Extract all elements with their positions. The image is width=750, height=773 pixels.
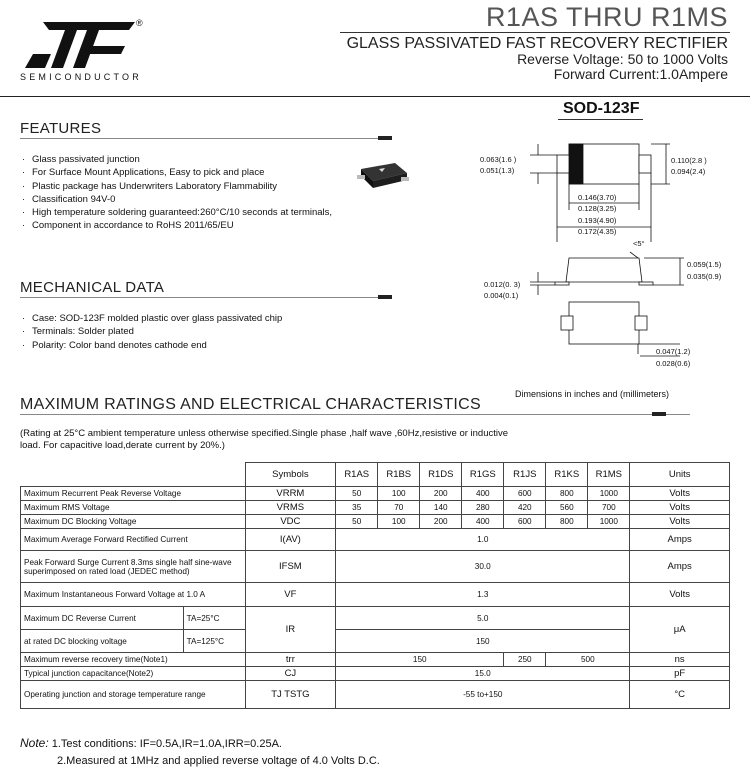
row-unit: Volts <box>630 487 730 501</box>
cell: 280 <box>462 501 504 515</box>
cell: 50 <box>336 487 378 501</box>
row-condition: TA=125°C <box>183 630 245 653</box>
mechanical-rule <box>20 297 392 298</box>
rating-conditions-line1: (Rating at 25°C ambient temperature unless otherwise specified.Single phase ,half wave ,60Hz,resistive or inductive <box>20 428 509 439</box>
cell: 50 <box>336 515 378 529</box>
row-label: Maximum Recurrent Peak Reverse Voltage <box>21 487 246 501</box>
cell: -55 to+150 <box>336 681 630 709</box>
cell: 500 <box>546 653 630 667</box>
feature-item: · Component in accordance to RoHS 2011/65/EU <box>20 219 332 232</box>
dim-7b: 0.028(0.6) <box>656 359 691 368</box>
features-rule <box>20 138 392 139</box>
cell: 800 <box>546 487 588 501</box>
row-label: at rated DC blocking voltage <box>21 630 184 653</box>
table-header: R1JS <box>504 463 546 487</box>
row-symbol: IFSM <box>245 551 336 583</box>
row-condition: TA=25°C <box>183 607 245 630</box>
table-row <box>21 501 730 515</box>
dim-6b: 0.004(0.1) <box>484 291 519 300</box>
row-symbol: TJ TSTG <box>245 681 336 709</box>
row-unit: Amps <box>630 551 730 583</box>
row-unit: ns <box>630 653 730 667</box>
table-header: R1GS <box>462 463 504 487</box>
note-1: 1.Test conditions: IF=0.5A,IR=1.0A,IRR=0.25A. <box>51 738 282 750</box>
table-row <box>21 667 730 681</box>
cell: 250 <box>504 653 546 667</box>
cell: 200 <box>420 515 462 529</box>
dim-3a: 0.146(3.70) <box>578 193 617 202</box>
cell: 560 <box>546 501 588 515</box>
table-row <box>21 551 730 583</box>
cell: 5.0 <box>336 607 630 630</box>
table-header-row <box>21 463 730 487</box>
package-underline <box>558 119 643 120</box>
table-row <box>21 607 730 630</box>
row-symbol: I(AV) <box>245 529 336 551</box>
table-row <box>21 681 730 709</box>
mechanical-list <box>20 312 282 352</box>
part-title: R1AS THRU R1MS <box>485 2 728 32</box>
row-symbol: VDC <box>245 515 336 529</box>
table-header: R1MS <box>588 463 630 487</box>
cell: 600 <box>504 515 546 529</box>
row-label: Peak Forward Surge Current 8.3ms single half sine-wave superimposed on rated load (JEDEC method) <box>21 551 246 583</box>
mechanical-item: · Polarity: Color band denotes cathode end <box>20 339 282 352</box>
cell: 35 <box>336 501 378 515</box>
row-symbol: VF <box>245 583 336 607</box>
cell: 15.0 <box>336 667 630 681</box>
table-corner <box>21 463 246 487</box>
table-row <box>21 529 730 551</box>
ratings-rule-mark <box>652 412 666 416</box>
cell: 420 <box>504 501 546 515</box>
cell: 400 <box>462 487 504 501</box>
row-label: Maximum Average Forward Rectified Current <box>21 529 246 551</box>
cell: 400 <box>462 515 504 529</box>
registered-mark: ® <box>136 18 143 28</box>
row-label: Typical junction capacitance(Note2) <box>21 667 246 681</box>
cell: 1000 <box>588 515 630 529</box>
cell: 150 <box>336 630 630 653</box>
table-header: R1DS <box>420 463 462 487</box>
cell: 700 <box>588 501 630 515</box>
package-name: SOD-123F <box>563 100 640 117</box>
cell: 150 <box>336 653 504 667</box>
dim-1a: 0.063(1.6 ) <box>480 155 517 164</box>
cell: 1000 <box>588 487 630 501</box>
table-row <box>21 653 730 667</box>
ratings-table <box>20 462 730 709</box>
row-label: Maximum DC Reverse Current <box>21 607 184 630</box>
row-unit: μA <box>630 607 730 653</box>
dim-angle: <5° <box>633 239 645 248</box>
cell: 30.0 <box>336 551 630 583</box>
table-header: Units <box>630 463 730 487</box>
cell: 1.3 <box>336 583 630 607</box>
package-outline-drawing <box>470 130 740 375</box>
rating-conditions <box>20 428 620 452</box>
note-label: Note: <box>20 736 49 750</box>
row-unit: °C <box>630 681 730 709</box>
package-photo <box>355 161 411 191</box>
row-unit: Volts <box>630 501 730 515</box>
header-divider <box>0 96 750 97</box>
table-row <box>21 630 730 653</box>
table-header: R1KS <box>546 463 588 487</box>
row-symbol: CJ <box>245 667 336 681</box>
table-row <box>21 515 730 529</box>
row-label: Maximum Instantaneous Forward Voltage at 1.0 A <box>21 583 246 607</box>
cell: 100 <box>378 487 420 501</box>
dim-4a: 0.193(4.90) <box>578 216 617 225</box>
cell: 600 <box>504 487 546 501</box>
dim-7a: 0.047(1.2) <box>656 347 691 356</box>
title-rule <box>340 32 730 33</box>
table-header: R1BS <box>378 463 420 487</box>
row-symbol: VRRM <box>245 487 336 501</box>
row-label: Operating junction and storage temperature range <box>21 681 246 709</box>
cell: 140 <box>420 501 462 515</box>
row-unit: Amps <box>630 529 730 551</box>
row-unit: Volts <box>630 583 730 607</box>
ratings-rule <box>20 414 690 415</box>
row-label: Maximum reverse recovery time(Note1) <box>21 653 246 667</box>
feature-item: · For Surface Mount Applications, Easy to pick and place <box>20 166 332 179</box>
reverse-voltage: Reverse Voltage: 50 to 1000 Volts <box>517 51 728 67</box>
feature-item: · Classification 94V-0 <box>20 193 332 206</box>
cell: 70 <box>378 501 420 515</box>
note-2: 2.Measured at 1MHz and applied reverse voltage of 4.0 Volts D.C. <box>57 755 380 767</box>
row-symbol: trr <box>245 653 336 667</box>
cell: 800 <box>546 515 588 529</box>
table-header: Symbols <box>245 463 336 487</box>
ratings-title: MAXIMUM RATINGS AND ELECTRICAL CHARACTERISTICS <box>20 396 481 413</box>
dim-1b: 0.051(1.3) <box>480 166 515 175</box>
row-unit: pF <box>630 667 730 681</box>
row-symbol: VRMS <box>245 501 336 515</box>
cell: 100 <box>378 515 420 529</box>
mechanical-item: · Case: SOD-123F molded plastic over glass passivated chip <box>20 312 282 325</box>
mechanical-rule-mark <box>378 295 392 299</box>
mechanical-title: MECHANICAL DATA <box>20 279 165 296</box>
rating-conditions-line2: load. For capacitive load,derate current by 20%.) <box>20 440 225 451</box>
dim-2b: 0.094(2.4) <box>671 167 706 176</box>
feature-item: · Glass passivated junction <box>20 153 332 166</box>
features-title: FEATURES <box>20 120 102 137</box>
cell: 1.0 <box>336 529 630 551</box>
dim-3b: 0.128(3.25) <box>578 204 617 213</box>
dim-4b: 0.172(4.35) <box>578 227 617 236</box>
company-name: SEMICONDUCTOR <box>20 72 142 82</box>
table-header: R1AS <box>336 463 378 487</box>
cell: 200 <box>420 487 462 501</box>
mechanical-item: · Terminals: Solder plated <box>20 325 282 338</box>
row-label: Maximum RMS Voltage <box>21 501 246 515</box>
forward-current: Forward Current:1.0Ampere <box>553 66 728 82</box>
dim-5b: 0.035(0.9) <box>687 272 722 281</box>
company-logo <box>25 22 135 68</box>
product-subtitle: GLASS PASSIVATED FAST RECOVERY RECTIFIER <box>346 35 728 52</box>
table-row <box>21 583 730 607</box>
row-symbol: IR <box>245 607 336 653</box>
dim-2a: 0.110(2.8 ) <box>671 156 707 165</box>
features-rule-mark <box>378 136 392 140</box>
row-label: Maximum DC Blocking Voltage <box>21 515 246 529</box>
dim-5a: 0.059(1.5) <box>687 260 722 269</box>
table-row <box>21 487 730 501</box>
notes <box>20 736 282 750</box>
row-unit: Volts <box>630 515 730 529</box>
dimensions-caption: Dimensions in inches and (millimeters) <box>515 389 670 399</box>
feature-item: · High temperature soldering guaranteed:260°C/10 seconds at terminals, <box>20 206 332 219</box>
feature-item: · Plastic package has Underwriters Laboratory Flammability <box>20 180 332 193</box>
dim-6a: 0.012(0. 3) <box>484 280 521 289</box>
features-list <box>20 153 332 233</box>
